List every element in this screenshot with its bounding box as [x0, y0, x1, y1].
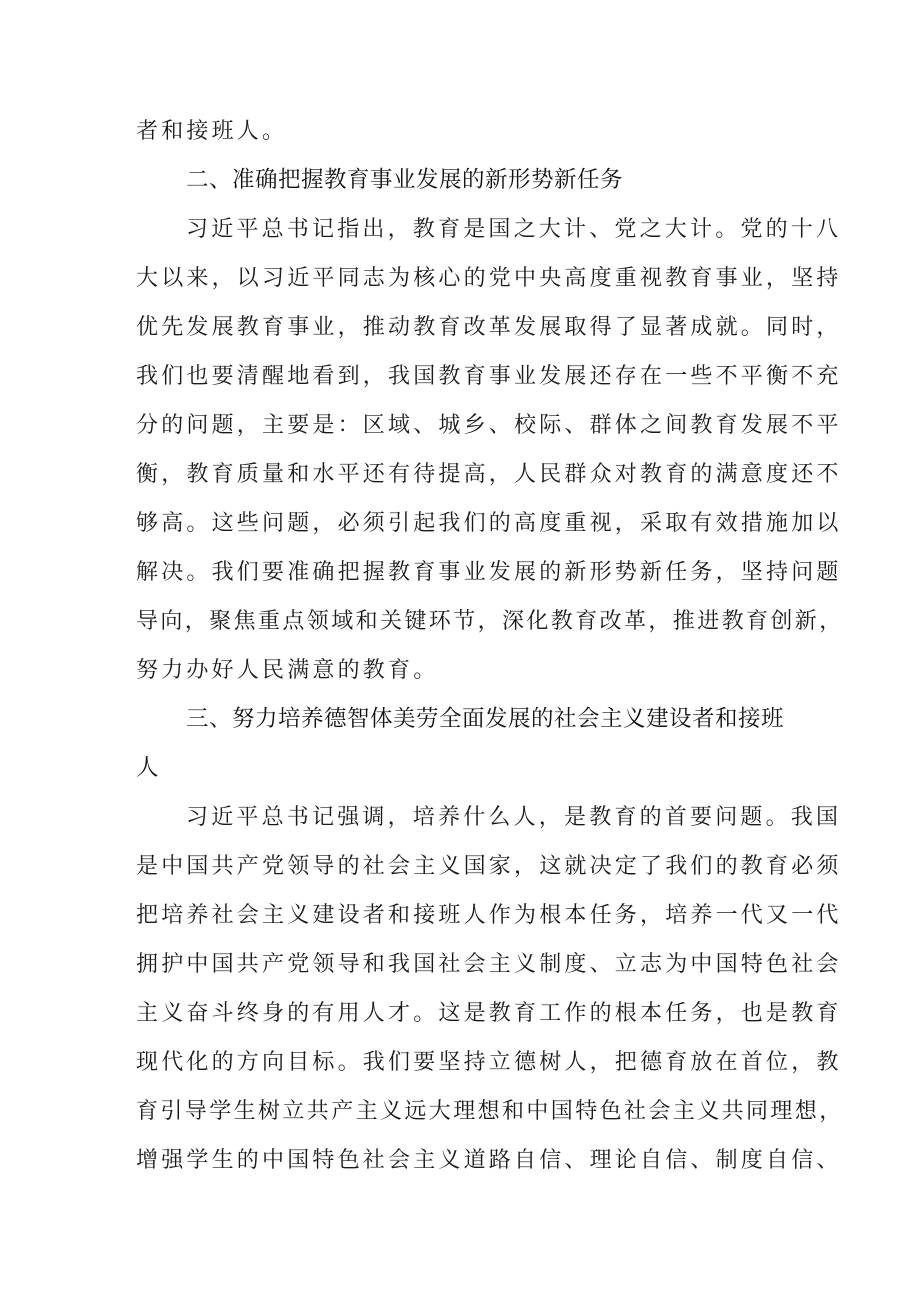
section-3-paragraph — [136, 793, 844, 1185]
document-body — [136, 107, 844, 1185]
section-3-heading-continued: 人 — [136, 755, 160, 781]
paragraph-line: 增强学生的中国特色社会主义道路自信、理论自信、制度自信、 — [136, 1148, 842, 1173]
paragraph-line: 把培养社会主义建设者和接班人作为根本任务，培养一代又一代 — [136, 903, 842, 928]
paragraph-line: 衡，教育质量和水平还有待提高，人民群众对教育的满意度还不 — [136, 462, 842, 487]
section-3-heading: 三、努力培养德智体美劳全面发展的社会主义建设者和接班 — [186, 706, 785, 732]
paragraph-line: 是中国共产党领导的社会主义国家，这就决定了我们的教育必须 — [136, 854, 842, 879]
paragraph-line: 努力办好人民满意的教育。 — [136, 658, 439, 683]
paragraph-line: 优先发展教育事业，推动教育改革发展取得了显著成就。同时， — [136, 315, 842, 340]
paragraph-line: 解决。我们要准确把握教育事业发展的新形势新任务，坚持问题 — [136, 560, 842, 585]
paragraph-1-tail: 者和接班人。 — [136, 119, 288, 144]
paragraph-line: 现代化的方向目标。我们要坚持立德树人，把德育放在首位，教 — [136, 1050, 842, 1075]
paragraph-line: 习近平总书记强调，培养什么人，是教育的首要问题。我国 — [186, 805, 842, 830]
paragraph-line: 习近平总书记指出，教育是国之大计、党之大计。党的十八 — [186, 217, 842, 242]
section-2-heading: 二、准确把握教育事业发展的新形势新任务 — [186, 167, 624, 193]
paragraph-line: 导向，聚焦重点领域和关键环节，深化教育改革，推进教育创新， — [136, 609, 844, 634]
paragraph-line: 够高。这些问题，必须引起我们的高度重视，采取有效措施加以 — [136, 511, 842, 536]
paragraph-line: 育引导学生树立共产主义远大理想和中国特色社会主义共同理想， — [136, 1099, 844, 1124]
paragraph-line: 拥护中国共产党领导和我国社会主义制度、立志为中国特色社会 — [136, 952, 842, 977]
paragraph-line: 我们也要清醒地看到，我国教育事业发展还存在一些不平衡不充 — [136, 364, 842, 389]
paragraph-line: 主义奋斗终身的有用人才。这是教育工作的根本任务，也是教育 — [136, 1001, 842, 1026]
paragraph-line: 分的问题，主要是：区域、城乡、校际、群体之间教育发展不平 — [136, 413, 842, 438]
section-2-paragraph — [136, 205, 844, 695]
paragraph-line: 大以来，以习近平同志为核心的党中央高度重视教育事业，坚持 — [136, 266, 842, 291]
